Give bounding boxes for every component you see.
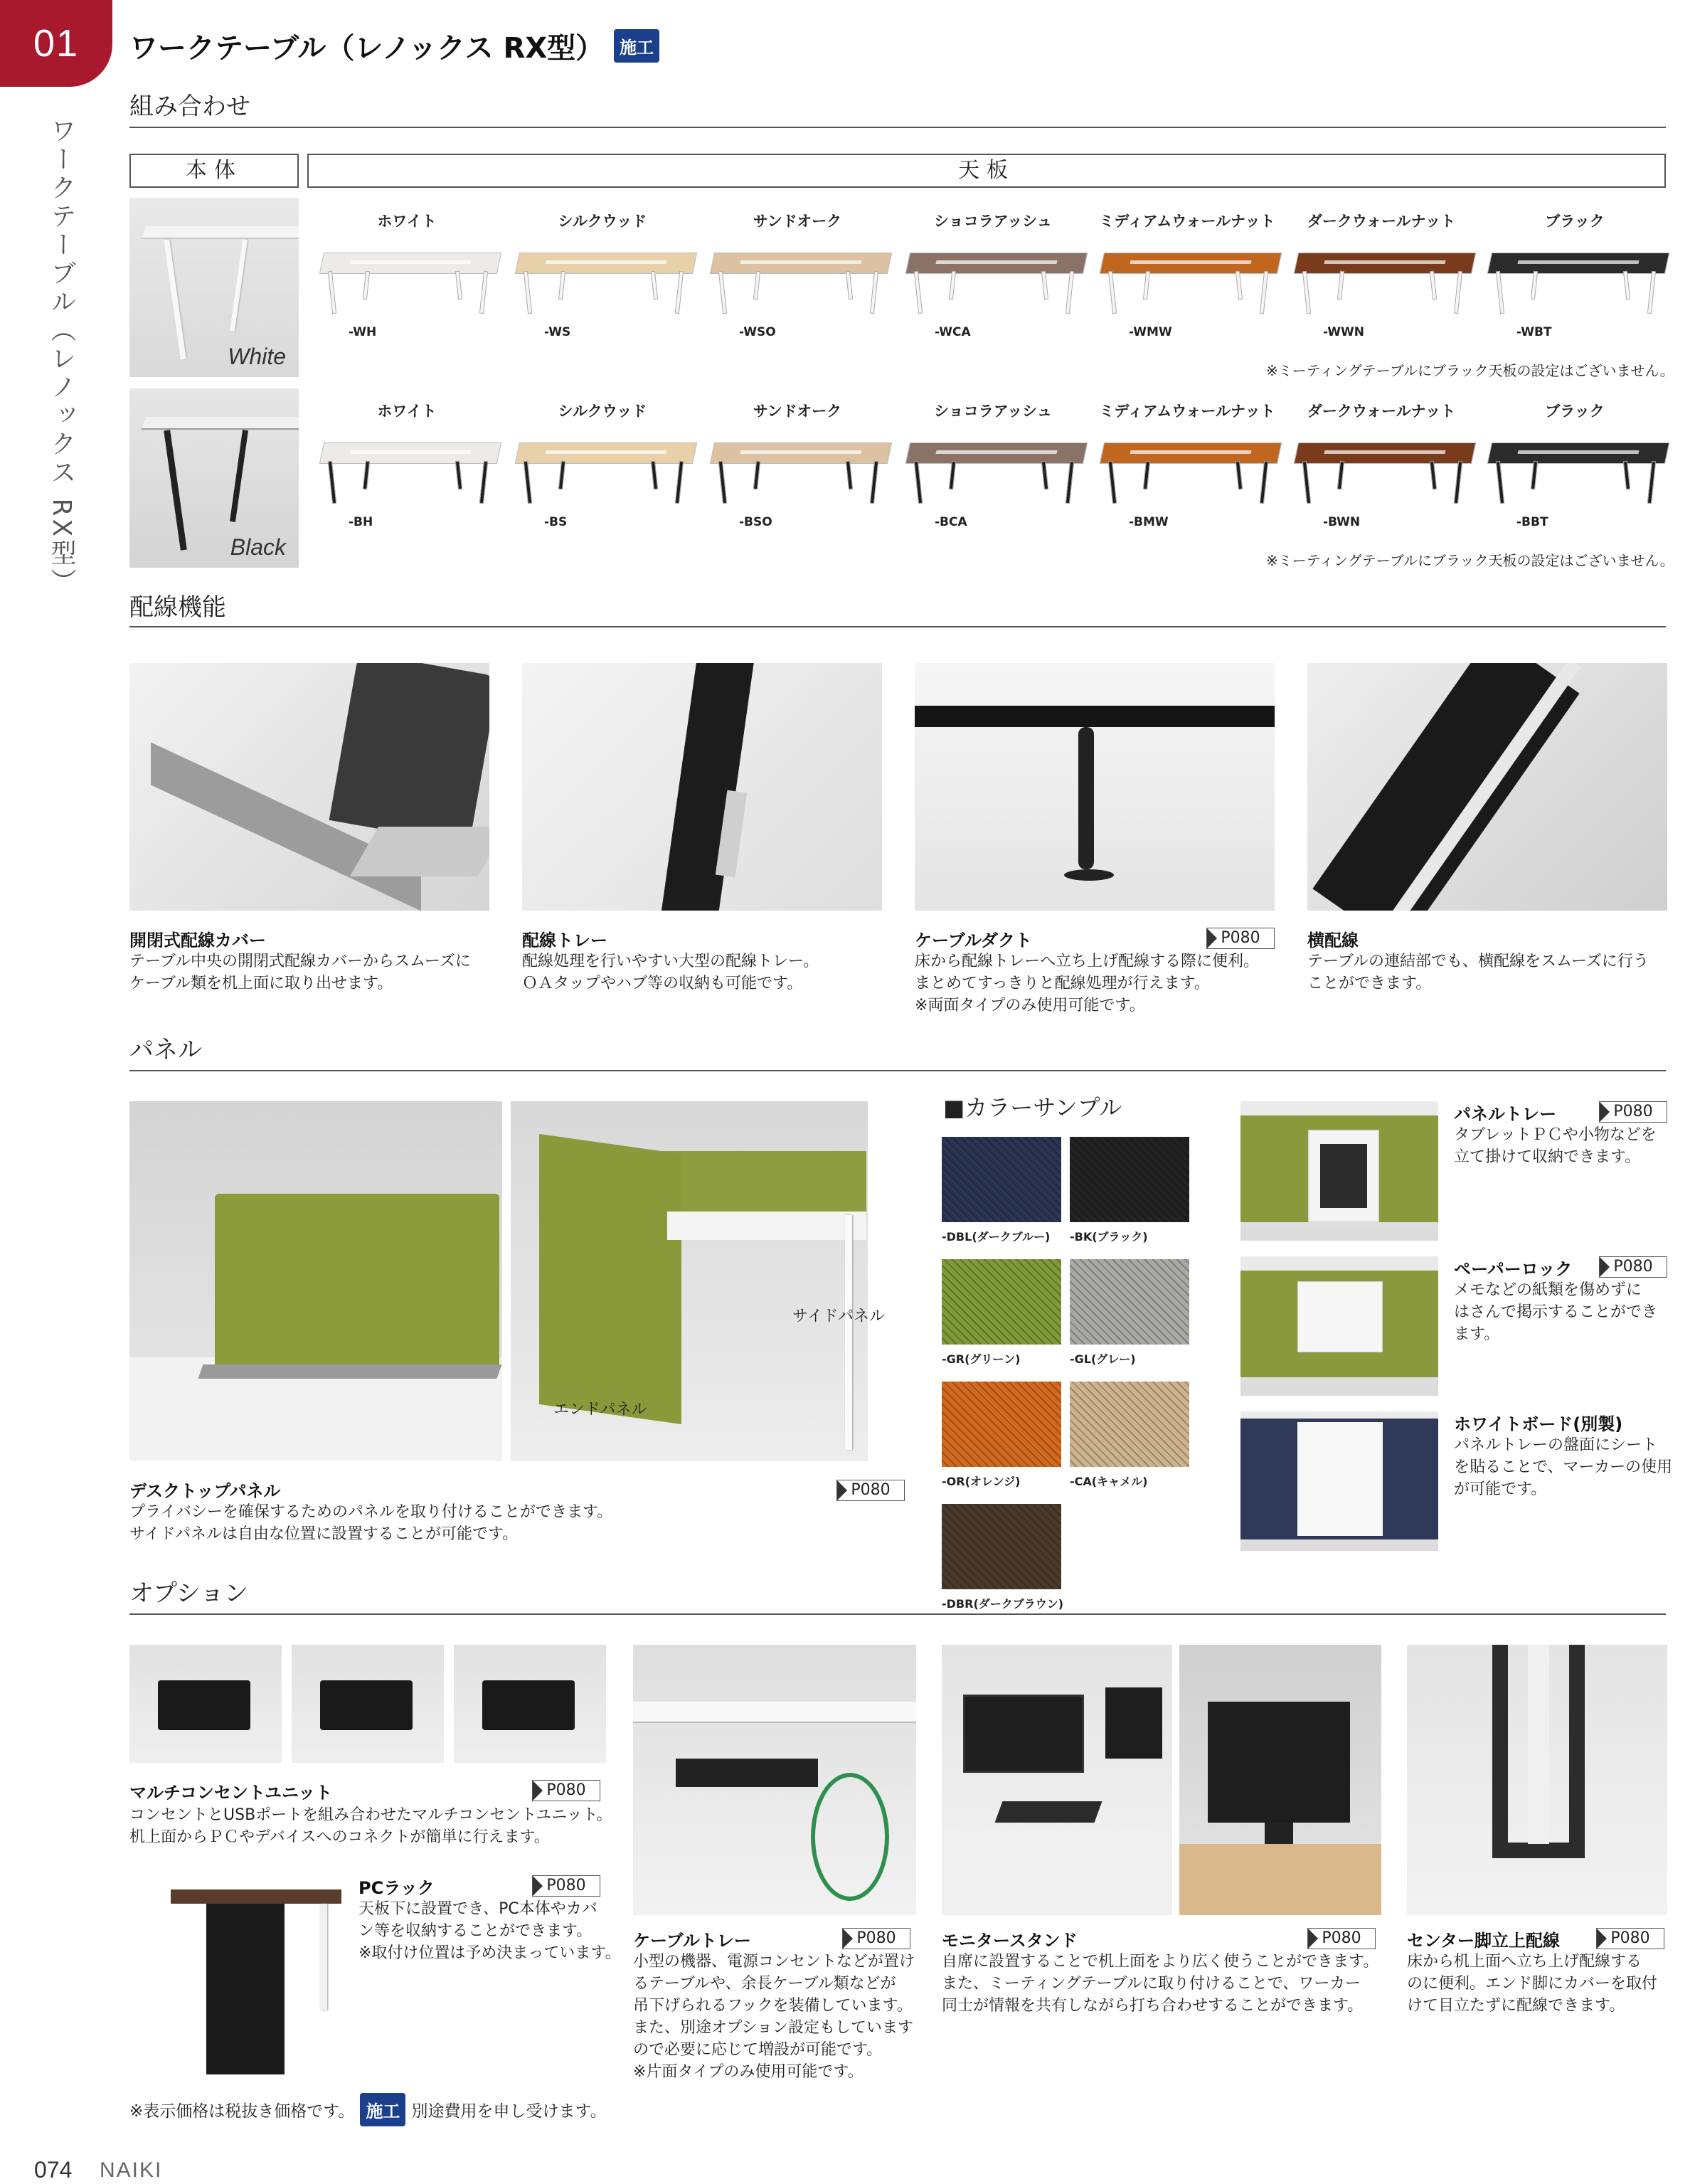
multi-outlet-text: コンセントとUSBポートを組み合わせたマルチコンセントユニット。 机上面からＰＣやデバイスへのコネクトが簡単に行えます。 — [129, 1806, 612, 1846]
section-rule — [129, 626, 1666, 627]
color-swatch-label: -GR(グリーン) — [942, 1352, 1021, 1366]
black-label: Black — [230, 534, 286, 560]
cable-duct-photo — [915, 663, 1275, 911]
tabletop-illustration — [517, 253, 695, 317]
tabletop-color-name: サンドオーク — [753, 213, 842, 230]
tabletop-color-name: ホワイト — [377, 213, 437, 230]
page-title-text: ワークテーブル（レノックス RX型） — [129, 32, 605, 65]
color-swatch-label: -OR(オレンジ) — [942, 1475, 1021, 1488]
product-code: -BMW — [1129, 515, 1169, 529]
color-swatch — [942, 1137, 1061, 1222]
paper-lock-photo — [1240, 1256, 1438, 1396]
pc-rack-title: PCラック — [358, 1878, 435, 1898]
pc-rack-photo — [171, 1875, 341, 2082]
section-title-combination: 組み合わせ — [129, 92, 250, 121]
monitor-stand-text: 自席に設置することで机上面をより広く使うことができます。 また、ミーティングテーブルに取り付けることで、ワーカー 同士が情報を共有しながら打ち合わせすることができます。 — [942, 1953, 1379, 2015]
tabletop-illustration — [1296, 253, 1474, 317]
color-swatch — [1070, 1137, 1189, 1222]
tabletop-color-name: ショコラアッシュ — [934, 403, 1052, 420]
color-swatch-label: -DBL(ダークブルー) — [942, 1230, 1051, 1244]
panel-accessory-title: パネルトレー — [1454, 1104, 1556, 1124]
panel-accessory-text: メモなどの紙類を傷めずに はさんで掲示することができ ます。 — [1454, 1281, 1658, 1343]
whiteboard-photo — [1240, 1411, 1438, 1551]
wiring-tray-photo — [522, 663, 882, 911]
tabletop-illustration — [1102, 442, 1280, 507]
product-code: -WWN — [1323, 325, 1365, 339]
chapter-number: 01 — [33, 22, 80, 65]
cable-tray-text: 小型の機器、電源コンセントなどが置け るテーブルや、余長ケーブル類などが 吊下げられるフックを装備しています。 また、別途オプション設定もしています ので必要に応じて増設が可能です。 ※片面タイプのみ使用可能です。 — [633, 1953, 915, 2081]
multi-outlet-ref[interactable]: P080 — [532, 1780, 600, 1801]
wiring-item-title: ケーブルダクト — [915, 931, 1032, 950]
wiring-item-text: テーブルの連結部でも、横配線をスムーズに行う ことができます。 — [1307, 953, 1649, 992]
product-code: -WS — [544, 325, 571, 339]
color-swatch — [1070, 1382, 1189, 1467]
tabletop-color-name: ミディアムウォールナット — [1099, 403, 1275, 420]
color-swatch-label: -GL(グレー) — [1070, 1352, 1136, 1366]
wiring-item-text: 配線処理を行いやすい大型の配線トレー。 ＯＡタップやハブ等の収納も可能です。 — [522, 953, 819, 992]
tabletop-illustration — [1296, 442, 1474, 507]
top-header: 天板 — [307, 154, 1666, 188]
color-swatch — [1070, 1259, 1189, 1345]
black-frame-photo — [129, 388, 299, 568]
meeting-table-note-2: ※ミーティングテーブルにブラック天板の設定はございません。 — [1266, 552, 1674, 569]
page-title — [129, 26, 659, 66]
product-code: -WCA — [935, 325, 971, 339]
wiring-item-title: 横配線 — [1307, 931, 1359, 950]
page-number: 074 — [34, 2157, 73, 2183]
tabletop-illustration — [712, 253, 890, 317]
tabletop-illustration — [712, 442, 890, 507]
tabletop-color-name: ダークウォールナット — [1307, 213, 1456, 230]
tabletop-color-name: ブラック — [1545, 213, 1605, 230]
center-leg-photo — [1407, 1645, 1667, 1915]
color-swatch — [942, 1504, 1061, 1589]
color-sample-title: ■カラーサンプル — [943, 1094, 1122, 1121]
tabletop-color-name: シルクウッド — [558, 403, 647, 420]
wiring-item-title: 配線トレー — [522, 931, 607, 950]
panel-accessory-ref[interactable]: P080 — [1599, 1256, 1667, 1278]
color-swatch-label: -BK(ブラック) — [1070, 1230, 1148, 1244]
multi-outlet-photo-2 — [292, 1645, 444, 1763]
wiring-item-text: 床から配線トレーへ立ち上げ配線する際に便利。 まとめてすっきりと配線処理が行えます。 ※両面タイプのみ使用可能です。 — [915, 953, 1260, 1014]
desktop-panel-ref[interactable]: P080 — [836, 1480, 905, 1501]
color-swatch-label: -CA(キャメル) — [1070, 1475, 1148, 1488]
white-label: White — [228, 344, 286, 369]
tabletop-illustration — [517, 442, 695, 507]
tabletop-color-name: シルクウッド — [558, 213, 647, 230]
side-title: ワークテーブル（レノックス RX型） — [47, 117, 76, 597]
product-code: -BCA — [935, 515, 967, 529]
end-panel-label: エンドパネル — [553, 1401, 647, 1419]
tabletop-illustration — [322, 442, 499, 507]
panel-accessory-text: パネルトレーの盤面にシート を貼ることで、マーカーの使用 が可能です。 — [1454, 1436, 1673, 1498]
monitor-stand-photo-2 — [1179, 1645, 1381, 1915]
meeting-table-note: ※ミーティングテーブルにブラック天板の設定はございません。 — [1266, 362, 1674, 379]
product-code: -BS — [544, 515, 568, 529]
section-title-panel: パネル — [129, 1036, 202, 1064]
color-swatch — [942, 1382, 1061, 1467]
color-swatch-label: -DBR(ダークブラウン) — [942, 1597, 1064, 1611]
tabletop-color-name: サンドオーク — [753, 403, 842, 420]
section-title-options: オプション — [129, 1579, 248, 1608]
tabletop-color-name: ブラック — [1545, 403, 1605, 420]
multi-outlet-photo-3 — [454, 1645, 606, 1763]
panel-accessory-text: タブレットＰＣや小物などを 立て掛けて収納できます。 — [1454, 1126, 1657, 1166]
desktop-panel-photo — [129, 1101, 502, 1461]
monitor-stand-title: モニタースタンド — [942, 1931, 1078, 1951]
tabletop-illustration — [1102, 253, 1280, 317]
open-cover-photo — [129, 663, 489, 911]
brand-name: NAIKI — [100, 2158, 163, 2182]
tabletop-color-name: ショコラアッシュ — [934, 213, 1052, 230]
product-code: -WBT — [1516, 325, 1552, 339]
tabletop-illustration — [1489, 442, 1667, 507]
wiring-item-ref[interactable]: P080 — [1206, 928, 1275, 949]
product-code: -BWN — [1323, 515, 1361, 529]
panel-tray-photo — [1240, 1101, 1438, 1241]
multi-outlet-photo-1 — [129, 1645, 282, 1763]
construction-badge: 施工 — [614, 29, 659, 63]
panel-accessory-title: ホワイトボード(別製) — [1454, 1414, 1623, 1434]
panel-accessory-title: ペーパーロック — [1454, 1259, 1573, 1279]
desktop-panel-title: デスクトップパネル — [129, 1481, 281, 1501]
tabletop-illustration — [908, 253, 1085, 317]
color-swatch — [942, 1259, 1061, 1345]
tabletop-illustration — [908, 442, 1085, 507]
desktop-panel-text: プライバシーを確保するためのパネルを取り付けることができます。 サイドパネルは自由な位置に設置することが可能です。 — [129, 1503, 613, 1543]
section-title-wiring: 配線機能 — [129, 593, 226, 622]
product-code: -BSO — [739, 515, 772, 529]
product-code: -BBT — [1516, 515, 1548, 529]
center-leg-text: 床から机上面へ立ち上げ配線する のに便利。エンド脚にカバーを取付 けて目立たずに配線できます。 — [1407, 1953, 1658, 2015]
construction-badge: 施工 — [360, 2093, 405, 2126]
cable-tray-ref[interactable]: P080 — [842, 1928, 910, 1949]
footer-note: ※表示価格は税抜き価格です。 施工 別途費用を申し受けます。 — [129, 2093, 607, 2126]
tabletop-illustration — [322, 253, 499, 317]
multi-outlet-title: マルチコンセントユニット — [129, 1783, 333, 1803]
chapter-tab — [0, 0, 112, 87]
product-code: -WMW — [1129, 325, 1172, 339]
white-frame-photo — [129, 198, 299, 377]
monitor-stand-photo-1 — [942, 1645, 1172, 1915]
horizontal-wiring-photo — [1307, 663, 1667, 911]
wiring-item-text: テーブル中央の開閉式配線カバーからスムーズに ケーブル類を机上面に取り出せます。 — [129, 953, 471, 992]
cable-tray-photo — [633, 1645, 916, 1915]
pc-rack-ref[interactable]: P080 — [532, 1875, 600, 1897]
pc-rack-text: 天板下に設置でき、PC本体やカバ ン等を収納することができます。 ※取付け位置は予め決まっています。 — [358, 1900, 621, 1962]
tabletop-color-name: ダークウォールナット — [1307, 403, 1456, 420]
monitor-stand-ref[interactable]: P080 — [1307, 1928, 1376, 1949]
section-rule — [129, 1613, 1666, 1615]
tabletop-color-name: ミディアムウォールナット — [1099, 213, 1275, 230]
section-rule — [129, 127, 1666, 128]
panel-accessory-ref[interactable]: P080 — [1599, 1101, 1667, 1123]
product-code: -WSO — [739, 325, 776, 339]
product-code: -BH — [349, 515, 373, 529]
body-header: 本体 — [129, 154, 299, 188]
product-code: -WH — [349, 325, 377, 339]
center-leg-ref[interactable]: P080 — [1596, 1928, 1664, 1949]
side-panel-label: サイドパネル — [792, 1308, 886, 1325]
wiring-item-title: 開閉式配線カバー — [129, 931, 266, 950]
cable-tray-title: ケーブルトレー — [633, 1931, 751, 1951]
tabletop-color-name: ホワイト — [377, 403, 437, 420]
tabletop-illustration — [1489, 253, 1667, 317]
section-rule — [129, 1070, 1666, 1071]
center-leg-title: センター脚立上配線 — [1407, 1931, 1561, 1951]
